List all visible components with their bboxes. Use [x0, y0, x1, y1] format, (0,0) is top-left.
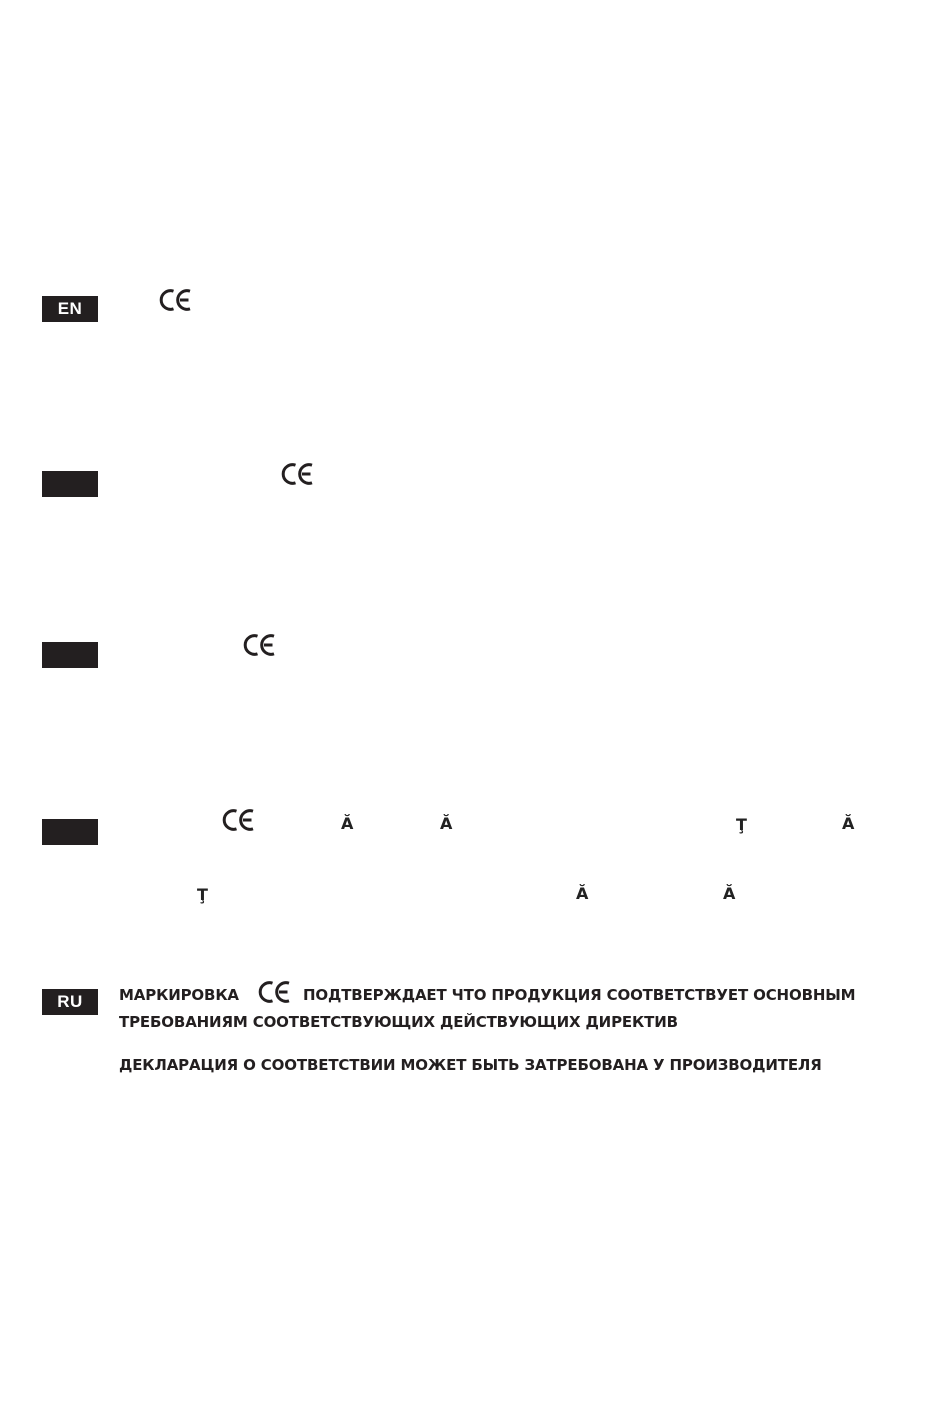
diacritic-glyph: Ţ [736, 815, 747, 834]
language-badge-2 [42, 471, 98, 497]
language-badge-en: EN [42, 296, 98, 322]
language-badge-ru: RU [42, 989, 98, 1015]
language-badge-3 [42, 642, 98, 668]
ce-mark-icon [243, 632, 277, 658]
diacritic-glyph: Ă [842, 814, 855, 833]
diacritic-glyph: Ţ [197, 885, 208, 904]
language-badge-4 [42, 819, 98, 845]
diacritic-glyph: Ă [341, 814, 354, 833]
ru-marking-prefix: МАРКИРОВКА [119, 986, 239, 1004]
ru-marking-line2: ТРЕБОВАНИЯМ СООТВЕТСТВУЮЩИХ ДЕЙСТВУЮЩИХ ДИРЕКТИВ [119, 1013, 678, 1031]
ce-mark-icon [281, 461, 315, 487]
ru-marking-line1: ПОДТВЕРЖДАЕТ ЧТО ПРОДУКЦИЯ СООТВЕТСТВУЕТ ОСНОВНЫМ [303, 986, 856, 1004]
ce-mark-icon [258, 979, 292, 1005]
diacritic-glyph: Ă [440, 814, 453, 833]
diacritic-glyph: Ă [576, 884, 589, 903]
ce-mark-icon [222, 807, 256, 833]
diacritic-glyph: Ă [723, 884, 736, 903]
ru-declaration-line: ДЕКЛАРАЦИЯ О СООТВЕТСТВИИ МОЖЕТ БЫТЬ ЗАТРЕБОВАНА У ПРОИЗВОДИТЕЛЯ [119, 1056, 822, 1074]
ce-mark-icon [159, 287, 193, 313]
